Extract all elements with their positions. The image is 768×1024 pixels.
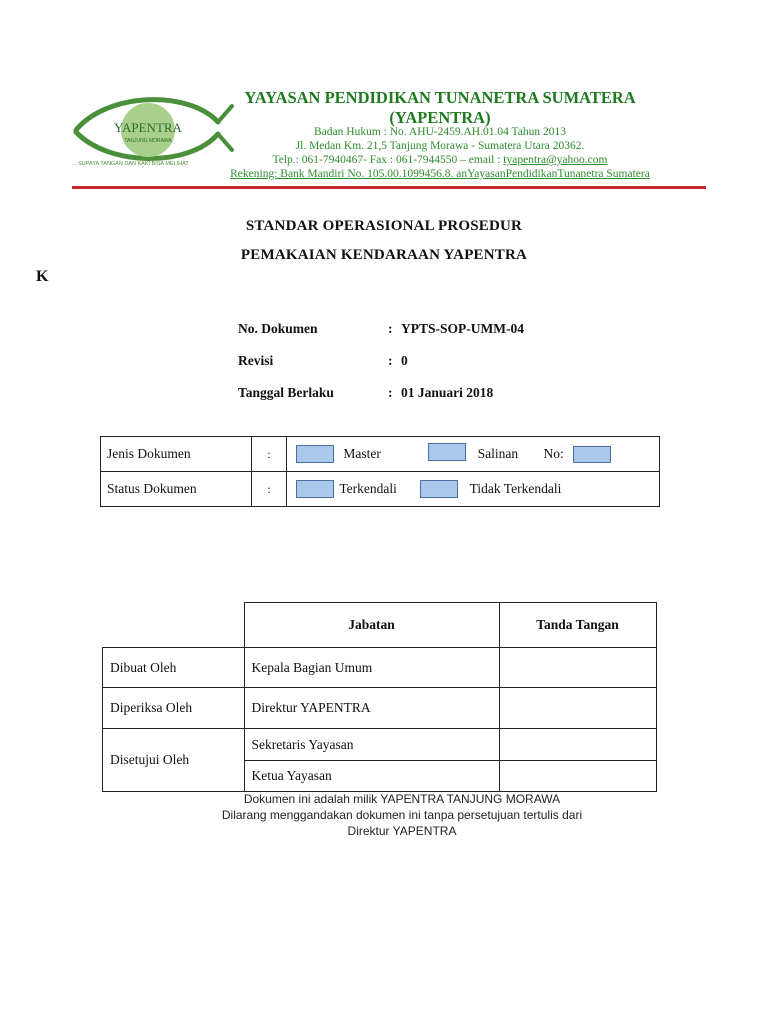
- jabatan-cell: Direktur YAPENTRA: [244, 688, 499, 729]
- signature-cell: [499, 688, 656, 729]
- legal-line: Badan Hukum : No. AHU-2459.AH.01.04 Tahun 2013: [314, 126, 566, 138]
- svg-text:TANJUNG MORAWA: TANJUNG MORAWA: [124, 138, 172, 144]
- table-row: [103, 603, 657, 648]
- doc-title-line1: STANDAR OPERASIONAL PROSEDUR: [245, 218, 523, 234]
- tidak-terkendali-checkbox[interactable]: [420, 480, 458, 498]
- jabatan-cell: Ketua Yayasan: [244, 761, 499, 792]
- empty-corner-cell: [103, 603, 245, 648]
- contact-prefix: Telp.: 061-7940467- Fax : 061-7944550 – email :: [272, 154, 504, 166]
- tanda-tangan-header: Tanda Tangan: [499, 603, 656, 648]
- table-row: [103, 688, 657, 729]
- table-row: [101, 472, 660, 507]
- status-dokumen-label: Status Dokumen: [101, 472, 252, 507]
- meta-label-revisi: Revisi: [238, 353, 274, 368]
- svg-text:YAPENTRA: YAPENTRA: [114, 120, 182, 135]
- meta-colon: :: [388, 385, 393, 400]
- address-line: Jl. Medan Km. 21,5 Tanjung Morawa - Sumatera Utara 20362.: [295, 140, 585, 152]
- meta-value-revisi: 0: [401, 353, 408, 368]
- approval-table: [102, 602, 657, 792]
- status-dokumen-options: [287, 472, 660, 507]
- no-label: No:: [543, 446, 564, 461]
- table-row: [103, 729, 657, 761]
- footer-line1: Dokumen ini adalah milik YAPENTRA TANJUNG MORAWA: [243, 792, 561, 806]
- bank-line: [190, 168, 690, 180]
- jabatan-header: Jabatan: [244, 603, 499, 648]
- table-row: [101, 437, 660, 472]
- role-cell: Diperiksa Oleh: [103, 688, 245, 729]
- signature-cell: [499, 648, 656, 688]
- jabatan-cell: Sekretaris Yayasan: [244, 729, 499, 761]
- org-name: YAYASAN PENDIDIKAN TUNANETRA SUMATERA: [244, 88, 636, 107]
- role-cell: Disetujui Oleh: [103, 729, 245, 792]
- salinan-label: Salinan: [477, 446, 519, 461]
- meta-colon: :: [388, 321, 393, 336]
- jenis-dokumen-label: Jenis Dokumen: [101, 437, 252, 472]
- contact-line: [190, 154, 690, 166]
- jenis-dokumen-options: [287, 437, 660, 472]
- colon-cell: :: [252, 437, 287, 472]
- meta-value-tanggal: 01 Januari 2018: [401, 385, 494, 400]
- jabatan-cell: Kepala Bagian Umum: [244, 648, 499, 688]
- header-divider: [72, 186, 706, 189]
- bank-text: Rekening: Bank Mandiri No. 105.00.1099456.8. anYayasanPendidikanTunanetra Sumatera: [230, 168, 650, 180]
- table-row: [103, 648, 657, 688]
- role-cell: Dibuat Oleh: [103, 648, 245, 688]
- master-label: Master: [343, 446, 381, 461]
- signature-cell: [499, 729, 656, 761]
- master-checkbox[interactable]: [296, 445, 334, 463]
- doc-title-line2: PEMAKAIAN KENDARAAN YAPENTRA: [240, 247, 528, 263]
- signature-cell: [499, 761, 656, 792]
- svg-text:... SUPAYA TANGAN DAN KAKI BIS: ... SUPAYA TANGAN DAN KAKI BISA MELIHAT: [72, 161, 189, 167]
- status-table: [100, 436, 660, 507]
- meta-label-no-dokumen: No. Dokumen: [238, 321, 318, 336]
- colon-cell: :: [252, 472, 287, 507]
- stray-letter: K: [36, 268, 49, 285]
- footer-line2: Dilarang menggandakan dokumen ini tanpa persetujuan tertulis dari: [221, 808, 583, 822]
- footer-line3: Direktur YAPENTRA: [347, 824, 457, 838]
- meta-label-tanggal: Tanggal Berlaku: [238, 385, 334, 400]
- contact-email-link[interactable]: tyapentra@yahoo.com: [503, 154, 608, 166]
- no-input-box[interactable]: [573, 446, 611, 463]
- tidak-terkendali-label: Tidak Terkendali: [469, 481, 562, 496]
- org-abbr: (YAPENTRA): [389, 108, 491, 127]
- salinan-checkbox[interactable]: [428, 443, 466, 461]
- meta-value-no-dokumen: YPTS-SOP-UMM-04: [401, 321, 524, 336]
- terkendali-label: Terkendali: [339, 481, 397, 496]
- meta-colon: :: [388, 353, 393, 368]
- terkendali-checkbox[interactable]: [296, 480, 334, 498]
